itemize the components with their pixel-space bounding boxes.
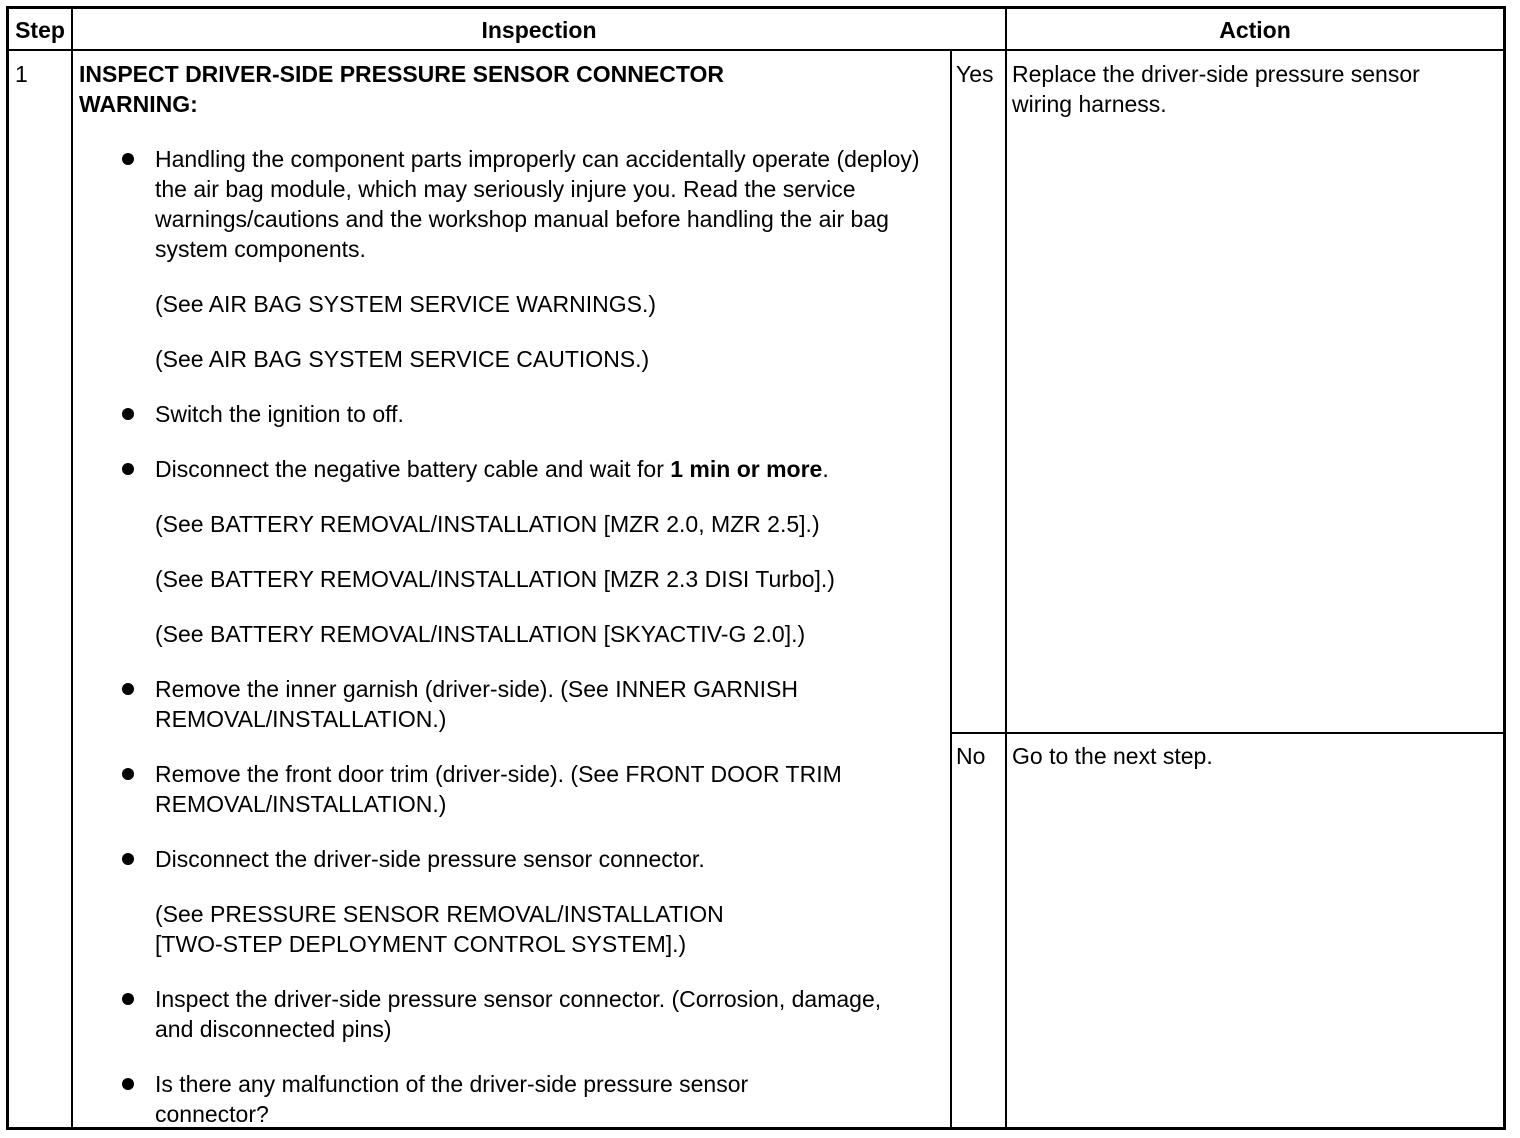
bullet-icon bbox=[122, 993, 134, 1005]
bullet-text: Remove the inner garnish (driver-side). (See INNER GARNISH REMOVAL/INSTALLATION.) bbox=[155, 676, 798, 732]
bullet-icon bbox=[122, 153, 134, 165]
inspection-table bbox=[6, 6, 1506, 1130]
reference-text: (See AIR BAG SYSTEM SERVICE CAUTIONS.) bbox=[155, 346, 650, 372]
step-column-divider bbox=[71, 9, 73, 1127]
bullet-text bbox=[155, 454, 942, 484]
bullet-icon bbox=[122, 408, 134, 420]
bullet-icon bbox=[122, 1078, 134, 1090]
bullet-text: Inspect the driver-side pressure sensor connector. (Corrosion, damage, and disconnected pins) bbox=[155, 986, 882, 1042]
reference-text: (See AIR BAG SYSTEM SERVICE WARNINGS.) bbox=[155, 291, 657, 317]
bullet-icon bbox=[122, 853, 134, 865]
bullet-text: Handling the component parts improperly can accidentally operate (deploy) the air bag module, which may seriously injure you. Read the service warnings/cautions and the workshop manual before handling the air bag system components. bbox=[155, 146, 920, 262]
reference-text: (See BATTERY REMOVAL/INSTALLATION [MZR 2.3 DISI Turbo].) bbox=[155, 566, 835, 592]
bullet-text: Switch the ignition to off. bbox=[155, 401, 404, 427]
list-item bbox=[122, 454, 942, 484]
step-number: 1 bbox=[15, 61, 28, 87]
list-item bbox=[122, 844, 942, 874]
step-title bbox=[79, 59, 939, 119]
bullet-text-plain: Disconnect the negative battery cable and wait for bbox=[155, 456, 671, 482]
bullet-icon bbox=[122, 683, 134, 695]
action-column-divider bbox=[1005, 9, 1007, 1127]
reference-text: (See BATTERY REMOVAL/INSTALLATION [SKYACTIV-G 2.0].) bbox=[155, 621, 806, 647]
bullet-text: Disconnect the driver-side pressure sensor connector. bbox=[155, 846, 705, 872]
bullet-text: Is there any malfunction of the driver-side pressure sensor connector? bbox=[155, 1071, 749, 1127]
no-action: Go to the next step. bbox=[1012, 743, 1213, 769]
bullet-icon bbox=[122, 463, 134, 475]
bullet-text: Remove the front door trim (driver-side). (See FRONT DOOR TRIM REMOVAL/INSTALLATION.) bbox=[155, 761, 842, 817]
header-inspection: Inspection bbox=[481, 16, 597, 43]
bullet-text-bold: 1 min or more bbox=[670, 456, 823, 482]
header-action: Action bbox=[1219, 16, 1291, 43]
list-item bbox=[122, 399, 942, 429]
list-item bbox=[122, 674, 942, 734]
yes-label: Yes bbox=[956, 61, 994, 87]
list-item bbox=[122, 1069, 822, 1129]
bullet-text-end: . bbox=[822, 456, 829, 482]
reference-text: (See BATTERY REMOVAL/INSTALLATION [MZR 2.0, MZR 2.5].) bbox=[155, 511, 820, 537]
yesno-column-divider bbox=[950, 51, 952, 1127]
yes-action: Replace the driver-side pressure sensor wiring harness. bbox=[1012, 61, 1420, 117]
bullet-icon bbox=[122, 768, 134, 780]
list-item bbox=[122, 144, 942, 264]
no-label: No bbox=[956, 743, 986, 769]
yes-no-divider bbox=[950, 732, 1503, 734]
list-item bbox=[122, 759, 942, 819]
reference-text: (See PRESSURE SENSOR REMOVAL/INSTALLATION [TWO-STEP DEPLOYMENT CONTROL SYSTEM].) bbox=[155, 901, 724, 957]
warning-label: WARNING: bbox=[79, 91, 198, 117]
list-item bbox=[122, 984, 882, 1044]
step-title-line1: INSPECT DRIVER-SIDE PRESSURE SENSOR CONNECTOR bbox=[79, 61, 724, 87]
header-step: Step bbox=[15, 16, 65, 43]
